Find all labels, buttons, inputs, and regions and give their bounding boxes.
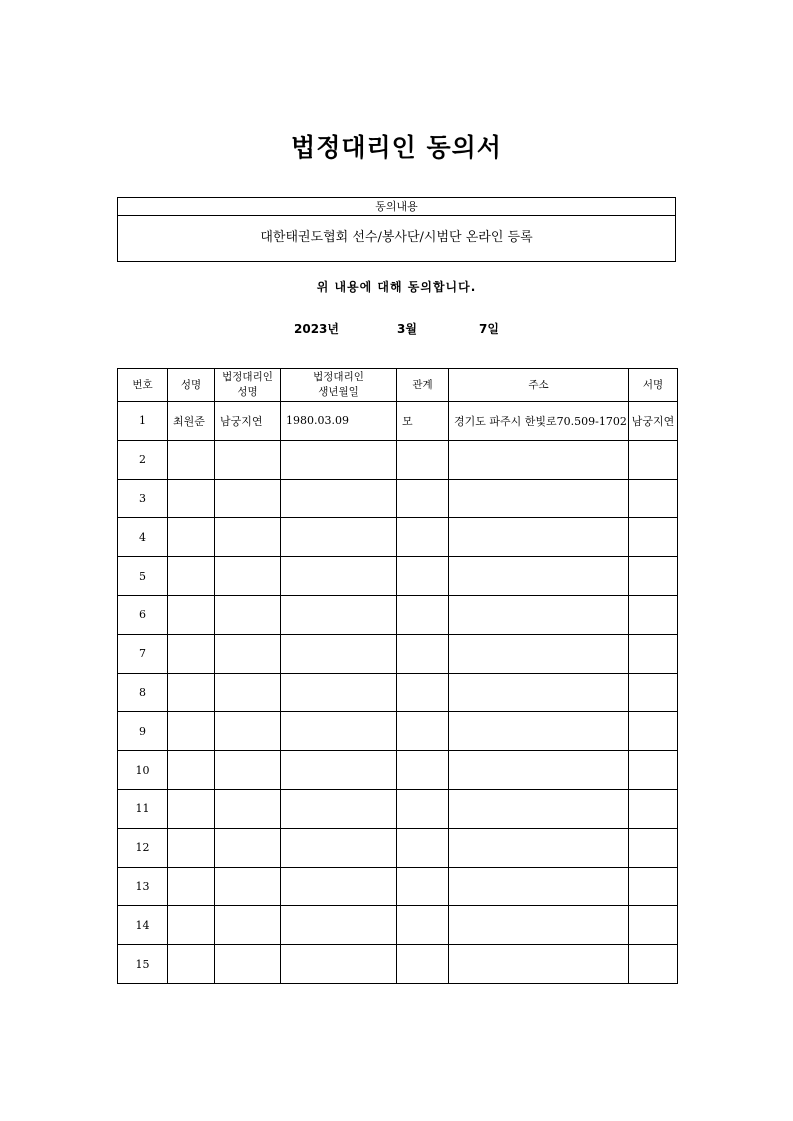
- cell-relation: [397, 673, 449, 712]
- cell-address: [449, 945, 629, 984]
- document-title: 법정대리인 동의서: [291, 133, 502, 162]
- cell-guardian-birth: [281, 518, 397, 557]
- cell-num: 6: [118, 595, 168, 634]
- cell-num: 9: [118, 712, 168, 751]
- cell-address: [449, 751, 629, 790]
- cell-signature: [629, 751, 678, 790]
- cell-name: [168, 673, 215, 712]
- cell-guardian-name: 남궁지연: [215, 402, 281, 441]
- cell-address: [449, 440, 629, 479]
- cell-num: 10: [118, 751, 168, 790]
- cell-signature: [629, 828, 678, 867]
- table-row: [118, 906, 678, 945]
- cell-address: [449, 479, 629, 518]
- cell-num: 5: [118, 557, 168, 596]
- table-row: [118, 945, 678, 984]
- cell-name: [168, 789, 215, 828]
- table-row: [118, 479, 678, 518]
- table-row: [118, 789, 678, 828]
- cell-guardian-birth: [281, 440, 397, 479]
- cell-signature: [629, 479, 678, 518]
- cell-signature: [629, 595, 678, 634]
- header-guardian-birth: 법정대리인 생년월일: [281, 369, 397, 402]
- cell-guardian-name: [215, 867, 281, 906]
- cell-num: 3: [118, 479, 168, 518]
- cell-guardian-name: [215, 945, 281, 984]
- cell-guardian-name: [215, 789, 281, 828]
- cell-num: 15: [118, 945, 168, 984]
- cell-guardian-birth: [281, 945, 397, 984]
- cell-name: [168, 828, 215, 867]
- cell-address: [449, 557, 629, 596]
- table-row: [118, 595, 678, 634]
- cell-relation: 모: [397, 402, 449, 441]
- cell-guardian-name: [215, 479, 281, 518]
- consent-content: 대한태권도협회 선수/봉사단/시범단 온라인 등록: [260, 230, 533, 245]
- cell-guardian-birth: [281, 789, 397, 828]
- header-signature: 서명: [629, 369, 678, 402]
- cell-guardian-name: [215, 595, 281, 634]
- header-guardian-name: 법정대리인 성명: [215, 369, 281, 402]
- cell-guardian-name: [215, 673, 281, 712]
- cell-relation: [397, 828, 449, 867]
- cell-signature: [629, 440, 678, 479]
- cell-signature: [629, 673, 678, 712]
- table-row: [118, 712, 678, 751]
- cell-name: [168, 518, 215, 557]
- cell-address: [449, 828, 629, 867]
- cell-address: [449, 906, 629, 945]
- cell-relation: [397, 751, 449, 790]
- cell-num: 14: [118, 906, 168, 945]
- table-row: [118, 751, 678, 790]
- cell-guardian-name: [215, 518, 281, 557]
- cell-relation: [397, 595, 449, 634]
- cell-address: [449, 634, 629, 673]
- cell-signature: [629, 634, 678, 673]
- cell-signature: [629, 906, 678, 945]
- consent-header: 동의내용: [118, 198, 675, 216]
- table-row: [118, 867, 678, 906]
- cell-address: [449, 518, 629, 557]
- table-row: [118, 557, 678, 596]
- cell-name: 최원준: [168, 402, 215, 441]
- cell-address: 경기도 파주시 한빛로70.509-1702: [449, 402, 629, 441]
- cell-relation: [397, 634, 449, 673]
- date-year: 2023년: [294, 322, 339, 336]
- cell-name: [168, 595, 215, 634]
- cell-guardian-name: [215, 634, 281, 673]
- cell-name: [168, 479, 215, 518]
- cell-signature: [629, 712, 678, 751]
- cell-num: 11: [118, 789, 168, 828]
- cell-relation: [397, 945, 449, 984]
- cell-guardian-name: [215, 557, 281, 596]
- cell-relation: [397, 906, 449, 945]
- cell-num: 7: [118, 634, 168, 673]
- cell-guardian-name: [215, 712, 281, 751]
- cell-signature: 남궁지연: [629, 402, 678, 441]
- table-row: [118, 440, 678, 479]
- cell-address: [449, 712, 629, 751]
- table-row: [118, 673, 678, 712]
- consent-box: [117, 197, 676, 262]
- cell-address: [449, 595, 629, 634]
- cell-signature: [629, 518, 678, 557]
- cell-relation: [397, 518, 449, 557]
- cell-guardian-birth: [281, 712, 397, 751]
- cell-guardian-birth: [281, 906, 397, 945]
- cell-relation: [397, 712, 449, 751]
- header-address: 주소: [449, 369, 629, 402]
- cell-guardian-birth: [281, 751, 397, 790]
- cell-guardian-birth: 1980.03.09: [281, 402, 397, 441]
- cell-signature: [629, 557, 678, 596]
- cell-signature: [629, 945, 678, 984]
- cell-name: [168, 440, 215, 479]
- agreement-statement: 위 내용에 대해 동의합니다.: [316, 280, 477, 294]
- cell-relation: [397, 440, 449, 479]
- cell-guardian-birth: [281, 828, 397, 867]
- cell-guardian-birth: [281, 634, 397, 673]
- cell-num: 2: [118, 440, 168, 479]
- header-num: 번호: [118, 369, 168, 402]
- cell-num: 4: [118, 518, 168, 557]
- cell-name: [168, 945, 215, 984]
- cell-num: 13: [118, 867, 168, 906]
- cell-guardian-birth: [281, 867, 397, 906]
- date-month: 3월: [397, 322, 417, 336]
- date-day: 7일: [479, 322, 499, 336]
- cell-num: 8: [118, 673, 168, 712]
- cell-guardian-name: [215, 828, 281, 867]
- cell-address: [449, 673, 629, 712]
- table-header-row: [118, 369, 678, 402]
- header-relation: 관계: [397, 369, 449, 402]
- cell-guardian-birth: [281, 479, 397, 518]
- cell-signature: [629, 867, 678, 906]
- table-row: [118, 828, 678, 867]
- cell-guardian-name: [215, 440, 281, 479]
- cell-num: 1: [118, 402, 168, 441]
- cell-num: 12: [118, 828, 168, 867]
- cell-name: [168, 634, 215, 673]
- cell-name: [168, 557, 215, 596]
- cell-address: [449, 867, 629, 906]
- cell-name: [168, 906, 215, 945]
- cell-relation: [397, 867, 449, 906]
- cell-name: [168, 867, 215, 906]
- table-row: [118, 402, 678, 441]
- cell-name: [168, 751, 215, 790]
- cell-name: [168, 712, 215, 751]
- cell-guardian-name: [215, 906, 281, 945]
- cell-guardian-birth: [281, 557, 397, 596]
- cell-relation: [397, 479, 449, 518]
- header-name: 성명: [168, 369, 215, 402]
- cell-guardian-name: [215, 751, 281, 790]
- guardian-table: [117, 368, 678, 984]
- cell-signature: [629, 789, 678, 828]
- table-row: [118, 518, 678, 557]
- cell-relation: [397, 557, 449, 596]
- cell-guardian-birth: [281, 673, 397, 712]
- cell-guardian-birth: [281, 595, 397, 634]
- cell-relation: [397, 789, 449, 828]
- table-row: [118, 634, 678, 673]
- cell-address: [449, 789, 629, 828]
